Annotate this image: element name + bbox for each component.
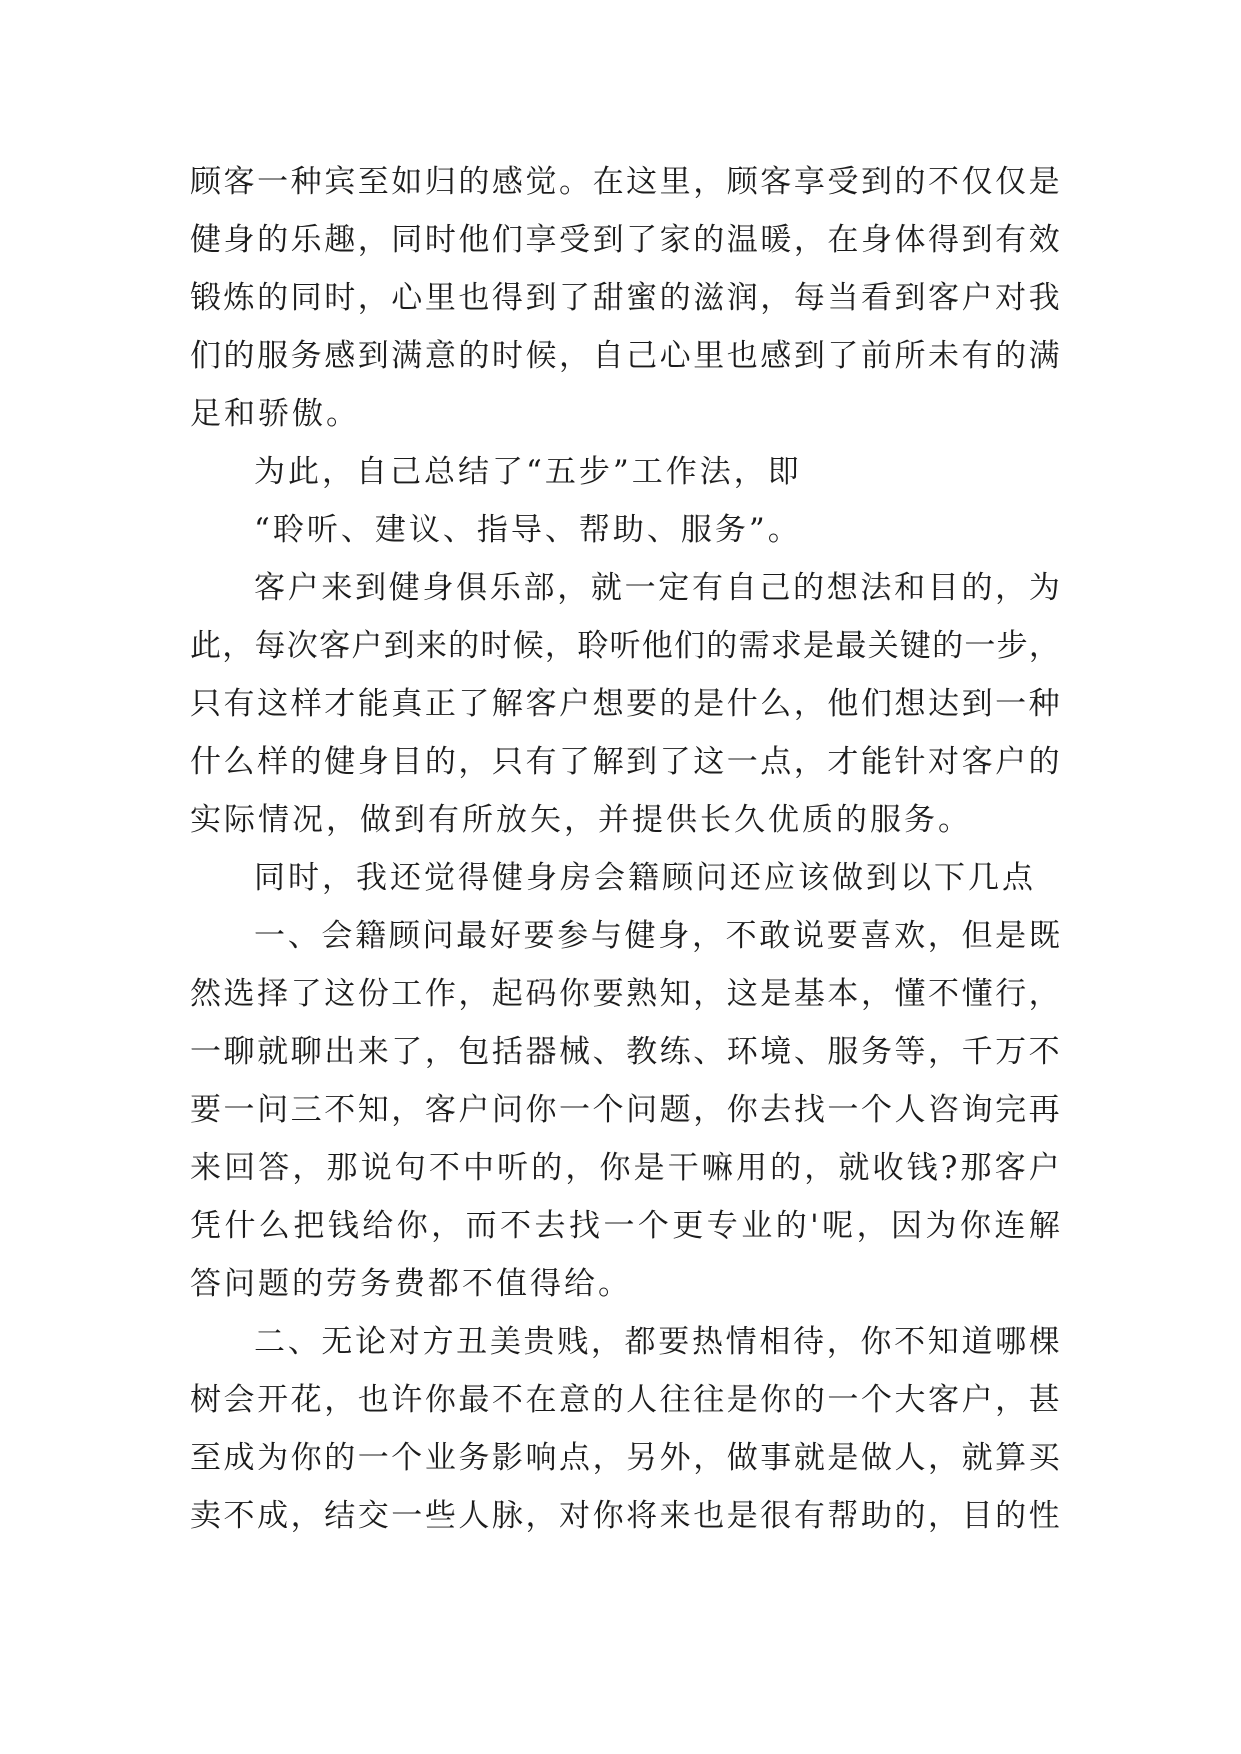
text-line: 们 的 服 务 感 到 满 意 的 时 候 ， 自 己 心 里 也 感 到 了 前 所 未 有 的 满 [190,338,1060,374]
text-line: 一 聊 就 聊 出 来 了 ， 包 括 器 械 、 教 练 、 环 境 、 服 务 等 ， 千 万 不 [190,1034,1060,1070]
text-line: 足和骄傲。 [190,396,360,432]
text-line: 此 ， 每 次 客 户 到 来 的 时 候 ， 聆 听 他 们 的 需 求 是 最 关 键 的 一 步 ， [190,628,1060,664]
text-line: 要 一 问 三 不 知 ， 客 户 问 你 一 个 问 题 ， 你 去 找 一 个 人 咨 询 完 再 [190,1092,1060,1128]
text-line: 健 身 的 乐 趣 ， 同 时 他 们 享 受 到 了 家 的 温 暖 ， 在 身 体 得 到 有 效 [190,222,1060,258]
text-line: 二 、 无 论 对 方 丑 美 贵 贱 ， 都 要 热 情 相 待 ， 你 不 知 道 哪 棵 [254,1324,1060,1360]
text-line: 然 选 择 了 这 份 工 作 ， 起 码 你 要 熟 知 ， 这 是 基 本 ， 懂 不 懂 行 ， [190,976,1060,1012]
body-text [190,153,1060,1545]
text-line: 来 回 答 ， 那 说 句 不 中 听 的 ， 你 是 干 嘛 用 的 ， 就 收 钱 ? 那 客 户 [190,1150,1060,1186]
text-line: 什 么 样 的 健 身 目 的 ， 只 有 了 解 到 了 这 一 点 ， 才 能 针 对 客 户 的 [190,744,1060,780]
text-line: 同时，我还觉得健身房会籍顾问还应该做到以下几点 [254,860,1036,896]
text-line: 一 、 会 籍 顾 问 最 好 要 参 与 健 身 ， 不 敢 说 要 喜 欢 ， 但 是 既 [254,918,1060,954]
text-line: 锻 炼 的 同 时 ， 心 里 也 得 到 了 甜 蜜 的 滋 润 ， 每 当 看 到 客 户 对 我 [190,280,1060,316]
text-line: 客 户 来 到 健 身 俱 乐 部 ， 就 一 定 有 自 己 的 想 法 和 目 的 ， 为 [254,570,1060,606]
text-line: 顾 客 一 种 宾 至 如 归 的 感 觉 。 在 这 里 ， 顾 客 享 受 到 的 不 仅 仅 是 [190,164,1060,200]
text-line: “聆听、建议、指导、帮助、服务”。 [254,512,802,548]
text-line: 凭 什 么 把 钱 给 你 ， 而 不 去 找 一 个 更 专 业 的 ' 呢 ， 因 为 你 连 解 [190,1208,1060,1244]
text-line: 实际情况，做到有所放矢，并提供长久优质的服务。 [190,802,972,838]
text-line: 树 会 开 花 ， 也 许 你 最 不 在 意 的 人 往 往 是 你 的 一 个 大 客 户 ， 甚 [190,1382,1060,1418]
text-line: 至 成 为 你 的 一 个 业 务 影 响 点 ， 另 外 ， 做 事 就 是 做 人 ， 就 算 买 [190,1440,1060,1476]
text-line: 为此，自己总结了“五步”工作法，即 [254,454,802,490]
text-line: 卖 不 成 ， 结 交 一 些 人 脉 ， 对 你 将 来 也 是 很 有 帮 助 的 ， 目 的 性 [190,1498,1060,1534]
text-line: 只 有 这 样 才 能 真 正 了 解 客 户 想 要 的 是 什 么 ， 他 们 想 达 到 一 种 [190,686,1060,722]
text-line: 答问题的劳务费都不值得给。 [190,1266,632,1302]
